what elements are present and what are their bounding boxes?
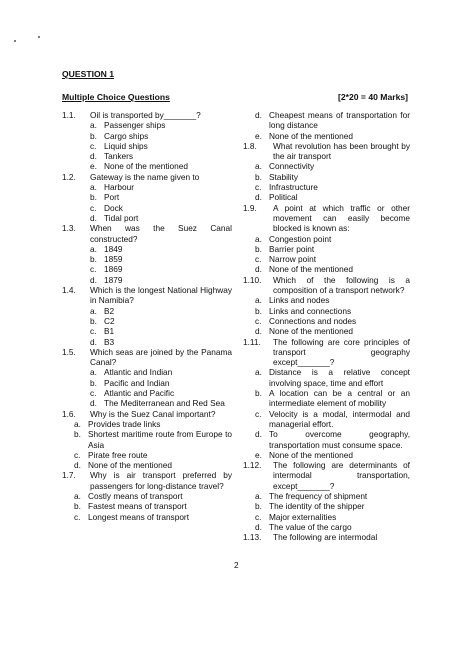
page-number: 2 [234,560,239,570]
option-text: Connections and nodes [269,315,357,326]
option-text: Shortest maritime route from Europe to Asia [88,429,232,450]
option-letter: c. [255,254,262,265]
answer-option [243,450,410,460]
option-letter: b. [255,388,262,399]
answer-option [62,203,232,213]
option-letter: d. [255,521,262,532]
question-item [62,470,232,491]
question-number: 1.4. [62,285,76,296]
answer-option [62,388,232,398]
answer-option [62,213,232,223]
answer-option [62,419,232,429]
option-text: The identity of the shipper [269,501,365,512]
option-text: Pacific and Indian [104,377,170,388]
option-text: B1 [104,326,115,337]
option-letter: a. [90,305,97,316]
answer-option [62,501,232,511]
answer-option [62,244,232,254]
answer-option [243,254,410,264]
option-text: The Mediterranean and Red Sea [104,398,225,409]
option-text: Distance is a relative concept involving space, time and effort [269,367,410,388]
option-letter: a. [90,120,97,131]
answer-option [62,306,232,316]
option-letter: b. [255,243,262,254]
option-letter: c. [255,315,262,326]
answer-option [62,182,232,192]
option-letter: d. [255,264,262,275]
option-letter: c. [90,202,97,213]
question-text: The following are intermodal [273,532,378,543]
question-number: 1.9. [243,202,257,213]
question-text: Why is the Suez Canal important? [90,408,216,419]
option-text: Provides trade links [88,418,161,429]
option-text: The frequency of shipment [269,490,368,501]
answer-option [243,522,410,532]
option-letter: d. [255,429,262,440]
option-letter: b. [90,192,97,203]
option-text: None of the mentioned [269,326,353,337]
answer-option [62,151,232,161]
option-text: B2 [104,305,115,316]
question-number: 1.5. [62,346,76,357]
answer-option [62,367,232,377]
question-item [62,110,232,120]
answer-option [243,264,410,274]
option-text: None of the mentioned [269,130,353,141]
right-column [243,110,410,542]
answer-option [243,316,410,326]
option-text: Pirate free route [88,449,148,460]
option-letter: c. [90,264,97,275]
option-letter: a. [255,161,262,172]
option-letter: d. [74,460,81,471]
question-item [62,172,232,182]
question-text: Why is air transport preferred by passengers for long-distance travel? [90,470,232,491]
option-letter: b. [74,429,81,440]
answer-option [62,264,232,274]
option-text: Dock [104,202,123,213]
answer-option [243,501,410,511]
answer-option [62,316,232,326]
option-text: C2 [104,315,115,326]
question-text: The following are core principles of transport geography except_______? [273,336,410,368]
option-letter: c. [255,182,262,193]
answer-option [62,326,232,336]
option-letter: d. [90,336,97,347]
option-letter: b. [90,254,97,265]
option-letter: a. [255,233,262,244]
question-number: 1.1. [62,110,76,120]
answer-option [243,512,410,522]
answer-option [62,378,232,388]
option-text: 1859 [104,254,123,265]
question-text: Oil is transported by_______? [90,110,201,120]
answer-option [62,192,232,202]
scan-speck [38,36,40,38]
option-letter: b. [255,305,262,316]
question-text: Which seas are joined by the Panama Canal? [90,346,232,368]
option-letter: a. [90,243,97,254]
answer-option [243,172,410,182]
option-letter: b. [90,377,97,388]
question-item [243,532,410,542]
question-number: 1.12. [243,460,262,471]
option-text: Connectivity [269,161,315,172]
question-item [243,337,410,368]
option-text: None of the mentioned [269,449,353,460]
option-letter: c. [90,140,97,151]
question-number: 1.10. [243,274,262,285]
answer-option [62,275,232,285]
option-text: A location can be a central or an intermediate element of mobility [269,388,410,409]
question-item [243,141,410,162]
option-text: Port [104,192,120,203]
option-letter: a. [90,182,97,193]
question-number: 1.13. [243,532,262,543]
question-number: 1.6. [62,408,76,419]
option-letter: d. [90,212,97,223]
option-text: Stability [269,171,299,182]
option-letter: d. [255,326,262,337]
option-text: None of the mentioned [269,264,353,275]
answer-option [243,244,410,254]
answer-option [243,491,410,501]
question-item [62,285,232,306]
option-text: None of the mentioned [104,161,188,172]
answer-option [243,429,410,450]
option-letter: a. [255,490,262,501]
option-letter: d. [90,151,97,162]
answer-option [62,429,232,450]
option-letter: c. [90,326,97,337]
option-text: B3 [104,336,115,347]
question-item [62,347,232,368]
option-text: 1849 [104,243,123,254]
answer-option [243,110,410,131]
answer-option [62,512,232,522]
option-text: Cargo ships [104,130,149,141]
option-text: Passenger ships [104,120,166,131]
question-item [62,223,232,244]
option-letter: c. [74,511,81,522]
option-text: Fastest means of transport [88,501,187,512]
answer-option [243,295,410,305]
option-letter: b. [255,171,262,182]
option-letter: e. [255,130,262,141]
question-number: 1.7. [62,470,76,481]
option-letter: a. [255,295,262,306]
option-letter: c. [74,449,81,460]
option-text: Harbour [104,182,134,193]
option-letter: a. [255,367,262,378]
option-text: Major externalities [269,511,337,522]
question-text: What revolution has been brought by the air transport [273,140,410,162]
answer-option [62,460,232,470]
answer-option [62,141,232,151]
question-heading: QUESTION 1 [62,69,115,79]
question-text: Which of the following is a composition of a transport network? [273,274,410,296]
answer-option [243,234,410,244]
option-letter: c. [90,388,97,399]
answer-option [62,254,232,264]
answer-option [243,326,410,336]
option-text: 1879 [104,274,123,285]
option-letter: e. [90,161,97,172]
option-text: Narrow point [269,254,317,265]
question-text: Which is the longest National Highway in Namibia? [90,285,232,306]
answer-option [243,161,410,171]
option-text: None of the mentioned [88,460,172,471]
answer-option [62,337,232,347]
option-text: Links and connections [269,305,352,316]
answer-option [62,120,232,130]
option-text: Atlantic and Pacific [104,388,175,399]
left-column [62,110,232,522]
option-text: Links and nodes [269,295,330,306]
question-item [243,275,410,296]
option-letter: e. [255,449,262,460]
question-number: 1.11. [243,336,261,347]
question-text: Gateway is the name given to [90,171,200,182]
option-text: Costly means of transport [88,490,183,501]
option-letter: c. [255,408,262,419]
option-letter: a. [90,367,97,378]
option-text: To overcome geography, transportation must consume space. [269,429,410,450]
option-text: Congestion point [269,233,332,244]
question-text: When was the Suez Canal constructed? [90,223,232,244]
answer-option [243,131,410,141]
answer-option [243,409,410,430]
answer-option [243,367,410,388]
question-text: A point at which traffic or other movement can easily become blocked is known as: [273,202,410,234]
answer-option [62,491,232,501]
option-text: The value of the cargo [269,521,352,532]
question-number: 1.2. [62,171,76,182]
question-text: The following are determinants of intermodal transportation, except_______? [273,460,410,491]
scan-speck [14,40,16,42]
option-letter: b. [90,315,97,326]
option-letter: b. [90,130,97,141]
question-number: 1.8. [243,140,257,151]
option-text: Cheapest means of transportation for long distance [269,110,410,131]
answer-option [243,306,410,316]
option-text: Tidal port [104,212,139,223]
question-number: 1.3. [62,223,76,234]
option-letter: d. [90,398,97,409]
option-letter: a. [74,418,81,429]
section-heading: Multiple Choice Questions [62,92,170,102]
answer-option [62,398,232,408]
option-text: Infrastructure [269,182,318,193]
option-text: Atlantic and Indian [104,367,173,378]
question-item [243,203,410,234]
option-text: 1869 [104,264,123,275]
option-letter: d. [255,192,262,203]
answer-option [62,131,232,141]
option-text: Political [269,192,298,203]
answer-option [243,192,410,202]
option-letter: b. [74,501,81,512]
option-letter: c. [255,511,262,522]
answer-option [243,388,410,409]
answer-option [62,161,232,171]
answer-option [62,450,232,460]
option-text: Velocity is a modal, intermodal and managerial effort. [269,408,410,429]
option-letter: b. [255,501,262,512]
option-text: Barrier point [269,243,315,254]
question-item [243,460,410,491]
question-item [62,409,232,419]
option-text: Tankers [104,151,134,162]
option-letter: d. [255,110,262,120]
answer-option [243,182,410,192]
option-letter: d. [90,274,97,285]
option-text: Longest means of transport [88,511,190,522]
marks-label: [2*20 = 40 Marks] [338,92,408,102]
option-text: Liquid ships [104,140,148,151]
option-letter: a. [74,490,81,501]
